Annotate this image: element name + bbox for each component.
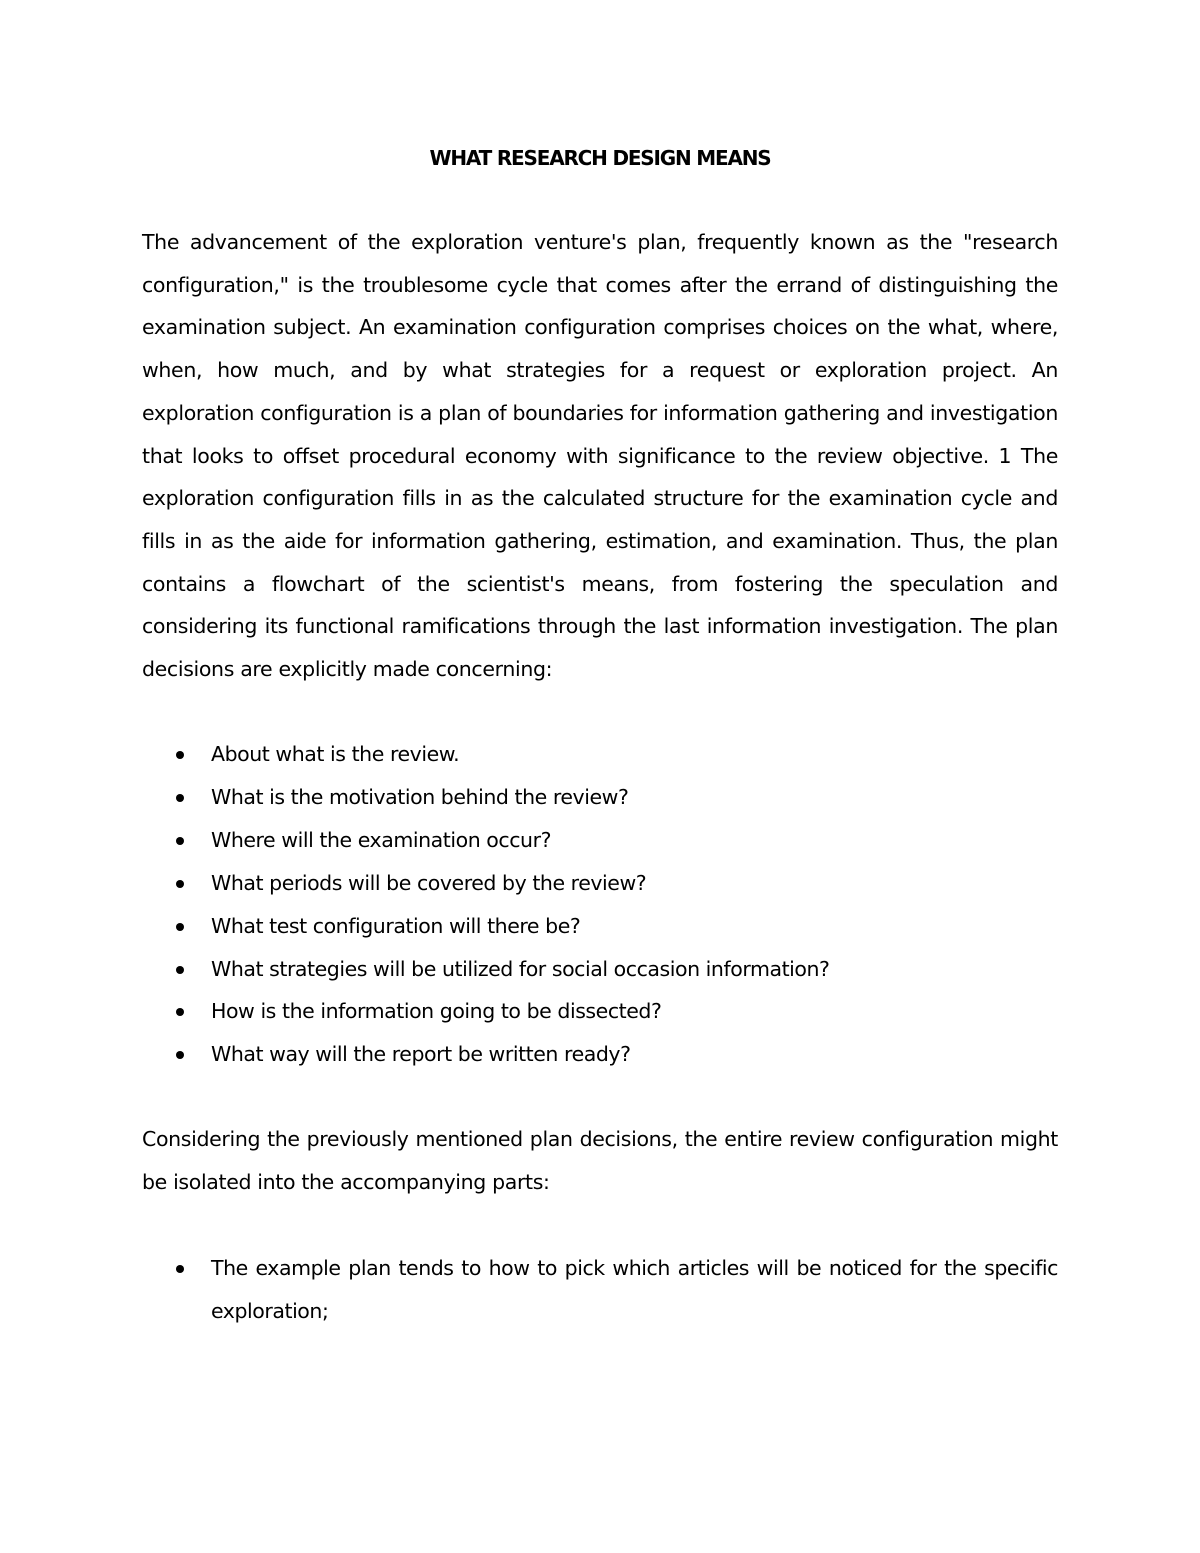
list-item [142,990,1058,1033]
list-item-text: What way will the report be written ready? [211,1042,631,1067]
list-item-text: The example plan tends to how to pick which articles will be noticed for the specific exploration; [211,1256,1058,1323]
parts-paragraph: Considering the previously mentioned plan decisions, the entire review configuration might be isolated into the accompanying parts: [142,1127,1058,1194]
list-item-text: About what is the review. [211,742,460,766]
document-page [142,0,1058,1553]
bullet-icon [176,880,184,888]
intro-paragraph: The advancement of the exploration venture's plan, frequently known as the "research configuration," is the troublesome cycle that comes after the errand of distinguishing the examination subject. An examination configuration comprises choices on the what, where, when, how much, and by what strategies for a request or exploration project. An exploration configuration is a plan of boundaries for information gathering and investigation that looks to offset procedural economy with significance to the review objective. 1 The exploration configuration fills in as the calculated structure for the examination cycle and fills in as the aide for information gathering, estimation, and examination. Thus, the plan contains a flowchart of the scientist's means, from fostering the speculation and considering its functional ramifications through the last information investigation. The plan decisions are explicitly made concerning: [142,230,1058,682]
list-item [142,1033,1058,1076]
bullet-icon [176,923,184,931]
document-title: WHAT RESEARCH DESIGN MEANS [429,146,771,170]
list-item-text: Where will the examination occur? [211,827,551,852]
bullet-icon [176,1265,184,1273]
bullet-icon [176,966,184,974]
list-item [142,905,1058,948]
design-parts-list [142,1247,1058,1333]
list-item [142,862,1058,905]
list-item-text: What strategies will be utilized for social occasion information? [211,956,830,981]
bullet-icon [176,1008,184,1016]
list-item-text: How is the information going to be dissected? [211,999,662,1024]
list-item-text: What test configuration will there be? [211,913,581,938]
list-item-text: What is the motivation behind the review? [211,784,629,809]
bullet-icon [176,1051,184,1059]
list-item [142,948,1058,991]
list-item [142,819,1058,862]
bullet-icon [176,837,184,845]
list-item [142,733,1058,776]
list-item-text: What periods will be covered by the review? [211,870,647,895]
list-item [142,1247,1058,1333]
bullet-icon [176,794,184,802]
bullet-icon [176,751,184,759]
list-item [142,776,1058,819]
design-decisions-list [142,733,1058,1076]
